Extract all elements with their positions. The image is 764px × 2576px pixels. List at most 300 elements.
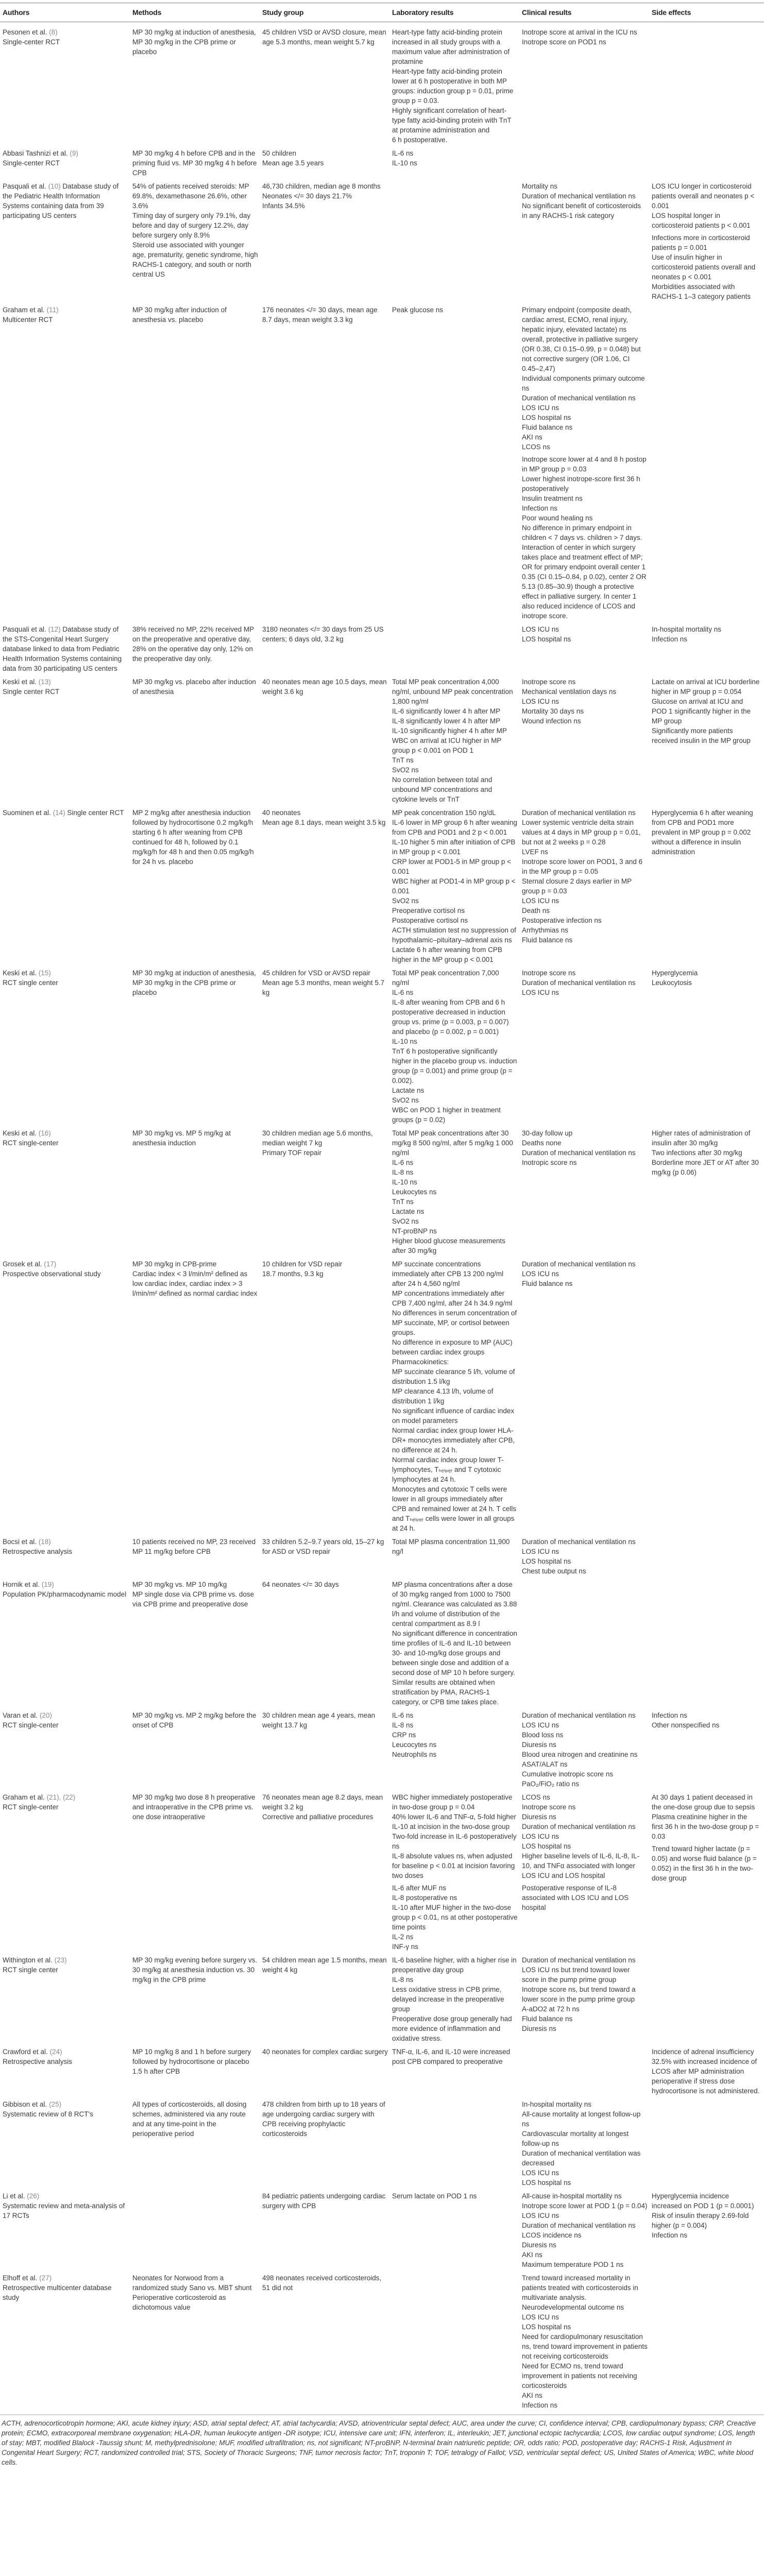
study-group-cell xyxy=(262,2273,392,2410)
clinical-results-cell xyxy=(522,148,652,178)
laboratory-results-cell xyxy=(392,1792,522,1952)
result-item: INF-γ ns xyxy=(392,1943,419,1951)
study-design: Multicenter RCT xyxy=(3,316,53,324)
result-item: IL-10 ns xyxy=(392,159,417,167)
clinical-results-cell xyxy=(522,1537,652,1576)
result-item: Trend toward higher lactate (p = 0.05) and worse fluid balance (p = 0.052) in the first 36 h in the two-dose group xyxy=(652,1845,757,1882)
result-item: LCOS ns xyxy=(522,443,550,451)
result-item: AKI ns xyxy=(522,433,542,441)
result-item: LOS ICU ns xyxy=(522,2212,559,2219)
result-item: LOS ICU ns xyxy=(522,1270,559,1278)
side-effects-cell xyxy=(652,1792,764,1952)
result-item: IL-8 ns xyxy=(392,1976,414,1984)
citation-reference: (17) xyxy=(44,1260,57,1268)
result-item: IL-6 after MUF ns xyxy=(392,1884,447,1892)
result-item: Significantly more patients received insulin in the MP group xyxy=(652,727,751,744)
author-name: Keski et al. xyxy=(3,969,37,977)
study-design: RCT single center xyxy=(3,979,58,987)
result-item: WBC on arrival at ICU higher in MP group p < 0.001 on POD 1 xyxy=(392,737,502,754)
result-item: 18.7 months, 9.3 kg xyxy=(262,1270,324,1278)
result-item: Inotrope score lower on POD1, 3 and 6 in the MP group p = 0.05 xyxy=(522,858,643,875)
citation-reference: (25) xyxy=(49,2100,62,2108)
result-item: No difference in exposure to MP (AUC) between cardiac index groups xyxy=(392,1338,513,1356)
authors-cell xyxy=(3,1580,132,1707)
methods-cell xyxy=(132,1955,262,2043)
result-item: LOS hospital ns xyxy=(522,2323,571,2331)
laboratory-results-cell xyxy=(392,2099,522,2188)
result-item: 6 h postoperative. xyxy=(392,136,448,144)
result-item: IL-8 absolute values ns, when adjusted for baseline p < 0.01 at incision favoring two doses xyxy=(392,1852,515,1879)
table-row xyxy=(0,301,764,621)
laboratory-results-cell xyxy=(392,1580,522,1707)
author-name: Abbasi Tashnizi et al. xyxy=(3,149,68,157)
authors-cell xyxy=(3,1128,132,1256)
side-effects-cell xyxy=(652,1259,764,1533)
study-group-cell xyxy=(262,1955,392,2043)
result-item: 3180 neonates </= 30 days from 25 US centers; 6 days old, 3.2 kg xyxy=(262,625,384,643)
result-item: Mean age 5.3 months, mean weight 5.7 kg xyxy=(262,979,385,996)
result-item: MP 30 mg/kg in CPB-prime xyxy=(132,1260,217,1268)
result-item: No difference in primary endpoint in children < 7 days vs. children > 7 days. xyxy=(522,524,642,541)
result-item: MP 30 mg/kg vs. placebo after induction of anesthesia xyxy=(132,678,256,696)
table-header xyxy=(0,4,764,21)
side-effects-cell xyxy=(652,1128,764,1256)
side-effects-cell xyxy=(652,1580,764,1707)
citation-reference: (21), (22) xyxy=(46,1793,76,1801)
result-item: Inotrope score ns xyxy=(522,1803,576,1811)
result-item: LOS ICU ns xyxy=(522,2313,559,2321)
result-item: Diuresis ns xyxy=(522,2025,556,2032)
authors-cell xyxy=(3,2099,132,2188)
result-item: Perioperative corticosteroid as dichotomous value xyxy=(132,2294,226,2311)
result-item: LOS hospital ns xyxy=(522,1557,571,1565)
citation-reference: (10) xyxy=(48,182,61,190)
table-row xyxy=(0,2043,764,2096)
methods-cell xyxy=(132,2273,262,2410)
result-item: SvO2 ns xyxy=(392,766,419,774)
result-item: Mortality 30 days ns xyxy=(522,707,584,715)
result-item: TnT 6 h postoperative significantly higher in the placebo group vs. induction group (p = 0.001) and prime group (p = 0.002). xyxy=(392,1047,517,1084)
result-item: IL-6 lower in MP group 6 h after weaning from CPB and POD1 and 2 p < 0.001 xyxy=(392,819,517,836)
methods-cell xyxy=(132,677,262,804)
clinical-results-cell xyxy=(522,1955,652,2043)
authors-cell xyxy=(3,968,132,1125)
result-item: Hyperglycemia xyxy=(652,969,698,977)
study-group-cell xyxy=(262,677,392,804)
result-item: Duration of mechanical ventilation ns xyxy=(522,1149,636,1157)
result-item: LOS hospital longer in corticosteroid patients p < 0.001 xyxy=(652,212,751,229)
laboratory-results-cell xyxy=(392,148,522,178)
result-item: IL-10 ns xyxy=(392,1038,417,1045)
result-item: Lactate 6 h after weaning from CPB higher in the MP group p < 0.001 xyxy=(392,946,502,963)
result-item: Inotropic score ns xyxy=(522,1159,577,1166)
result-item: Individual components primary outcome ns xyxy=(522,375,645,392)
result-item: LOS ICU ns but trend toward lower score in the pump prime group xyxy=(522,1966,630,1984)
methods-cell xyxy=(132,181,262,301)
authors-cell xyxy=(3,808,132,964)
study-design: Retrospective analysis xyxy=(3,1548,73,1555)
side-effects-cell xyxy=(652,27,764,145)
study-design: Systematic review and meta-analysis of 17 RCTs xyxy=(3,2202,125,2219)
result-item: MP 30 mg/kg two dose 8 h preoperative and intraoperative in the CPB prime vs. one dose intraoperative xyxy=(132,1793,256,1821)
result-item: Borderline more JET or AT after 30 mg/kg (p 0.06) xyxy=(652,1159,759,1176)
author-name: Keski et al. xyxy=(3,678,37,686)
result-item: LOS hospital ns xyxy=(522,1842,571,1850)
table-row xyxy=(0,1789,764,1952)
side-effects-cell xyxy=(652,808,764,964)
result-item: Diuresis ns xyxy=(522,1813,556,1821)
author-name: Li et al. xyxy=(3,2192,25,2200)
result-item: Preoperative dose group generally had more evidence of inflammation and oxidative stress. xyxy=(392,2015,512,2042)
authors-cell xyxy=(3,2191,132,2269)
result-item: WBC higher at POD1-4 in MP group p < 0.001 xyxy=(392,877,516,895)
result-item: MP succinate concentrations immediately after CPB 13 200 ng/ml after 24 h 4,560 ng/ml xyxy=(392,1260,504,1287)
result-item: Poor wound healing ns xyxy=(522,514,593,522)
result-item: Deaths none xyxy=(522,1139,562,1147)
study-design: Retrospective multicenter database study xyxy=(3,2284,112,2301)
table-body xyxy=(0,23,764,2410)
result-item: No significant difference in concentration time profiles of IL-6 and IL-10 between 30- and 10-mg/kg dose groups and between single dose and addition of a second dose of MP 10 h before surgery. Similar results are obtained when stratification by PMA, RACHS-1 category, or CPB time takes place. xyxy=(392,1630,517,1706)
result-item: Cardiovascular mortality at longest follow-up ns xyxy=(522,2130,629,2147)
result-item: IL-6 ns xyxy=(392,989,414,996)
result-item: Heart-type fatty acid-binding protein increased in all study groups with a maximum value after administration of protamine xyxy=(392,28,510,65)
result-item: Corrective and palliative procedures xyxy=(262,1813,373,1821)
result-item: 498 neonates received corticosteroids, 51 did not xyxy=(262,2274,382,2292)
result-item: 40 neonates mean age 10.5 days, mean weight 3.6 kg xyxy=(262,678,387,696)
result-item: Infection ns xyxy=(522,504,558,512)
clinical-results-cell xyxy=(522,27,652,145)
result-item: LOS ICU ns xyxy=(522,1721,559,1729)
result-item: MP 30 mg/kg vs. MP 5 mg/kg at anesthesia induction xyxy=(132,1129,231,1147)
study-design: Prospective observational study xyxy=(3,1270,101,1278)
result-item: No significant influence of cardiac index on model parameters xyxy=(392,1407,515,1425)
result-item: ACTH stimulation test no suppression of hypothalamic–pituitary–adrenal axis ns xyxy=(392,926,516,944)
result-item: All-cause mortality at longest follow-up ns xyxy=(522,2110,641,2128)
laboratory-results-cell xyxy=(392,1955,522,2043)
result-item: Leukocytosis xyxy=(652,979,692,987)
result-item: NT-proBNP ns xyxy=(392,1227,437,1235)
authors-cell xyxy=(3,27,132,145)
result-item: LCOS ns xyxy=(522,1793,550,1801)
table-row xyxy=(0,1707,764,1789)
result-item: Sternal closure 2 days earlier in MP group p = 0.03 xyxy=(522,877,632,895)
header-authors: Authors xyxy=(3,8,30,16)
result-item: No significant benefit of corticosteroids in any RACHS-1 risk category xyxy=(522,202,641,219)
result-item: Higher rates of administration of insulin after 30 mg/kg xyxy=(652,1129,751,1147)
result-item: Morbidities associated with RACHS-1 1–3 category patients xyxy=(652,283,751,300)
result-item: A-aDO2 at 72 h ns xyxy=(522,2005,580,2013)
result-item: Arrhythmias ns xyxy=(522,926,569,934)
authors-cell xyxy=(3,305,132,621)
methods-cell xyxy=(132,1580,262,1707)
result-item: IL-8 significantly lower 4 h after MP xyxy=(392,717,501,725)
result-item: Heart-type fatty acid-binding protein lower at 6 h postoperative in both MP groups: induction group p = 0.01, prime group p = 0.03. xyxy=(392,67,514,105)
result-item: Duration of mechanical ventilation ns xyxy=(522,2222,636,2229)
result-item: MP 30 mg/kg at induction of anesthesia, MP 30 mg/kg in the CPB prime or placebo xyxy=(132,28,256,56)
methods-cell xyxy=(132,624,262,673)
result-item: Primary TOF repair xyxy=(262,1149,322,1157)
result-item: Steroid use associated with younger age, prematurity, genetic syndrome, high RACHS-1 category, and south or north central US xyxy=(132,241,258,278)
result-item: MP concentrations immediately after CPB 7,400 ng/ml, after 24 h 34.9 ng/ml xyxy=(392,1290,513,1307)
result-item: 176 neonates </= 30 days, mean age 8.7 days, mean weight 3.3 kg xyxy=(262,306,378,324)
result-item: Leukocytes ns xyxy=(392,1188,437,1196)
author-name: Graham et al. xyxy=(3,306,45,314)
citation-reference: (11) xyxy=(46,306,59,314)
result-item: Inotrope score ns, but trend toward a lower score in the pump prime group xyxy=(522,1986,636,2003)
result-item: LOS ICU ns xyxy=(522,625,559,633)
result-item: Inotrope score ns xyxy=(522,678,576,686)
table-row xyxy=(0,621,764,673)
result-item: Leucocytes ns xyxy=(392,1741,437,1749)
methods-cell xyxy=(132,27,262,145)
result-item: Neonates for Norwood from a randomized study Sano vs. MBT shunt xyxy=(132,2274,252,2292)
study-design: RCT single-center xyxy=(3,1803,59,1811)
study-table xyxy=(0,2,764,2470)
methods-cell xyxy=(132,2099,262,2188)
result-item: 46,730 children, median age 8 months xyxy=(262,182,381,190)
citation-reference: (20) xyxy=(39,1711,52,1719)
result-item: LOS ICU ns xyxy=(522,1833,559,1840)
result-item: Total MP peak concentration 7,000 ng/ml xyxy=(392,969,499,987)
result-item: Higher blood glucose measurements after 30 mg/kg xyxy=(392,1237,505,1255)
side-effects-cell xyxy=(652,1955,764,2043)
study-group-cell xyxy=(262,1259,392,1533)
citation-reference: (23) xyxy=(54,1956,67,1964)
result-item: Preoperative cortisol ns xyxy=(392,907,465,914)
table-row xyxy=(0,964,764,1125)
side-effects-cell xyxy=(652,1710,764,1789)
result-item: In-hospital mortality ns xyxy=(522,2100,592,2108)
author-name: Gibbison et al. xyxy=(3,2100,47,2108)
result-item: 40 neonates for complex cardiac surgery xyxy=(262,2048,388,2056)
result-item: No correlation between total and unbound MP concentrations and cytokine levels or TnT xyxy=(392,776,493,803)
authors-cell xyxy=(3,1955,132,2043)
table-row xyxy=(0,673,764,804)
result-item: IL-6 significantly lower 4 h after MP xyxy=(392,707,501,715)
author-name: Crawford et al. xyxy=(3,2048,48,2056)
result-item: IL-6 ns xyxy=(392,1711,414,1719)
study-group-cell xyxy=(262,1537,392,1576)
result-item: IL-2 ns xyxy=(392,1933,414,1941)
result-item: 50 children xyxy=(262,149,297,157)
result-item: Blood loss ns xyxy=(522,1731,564,1739)
result-item: SvO2 ns xyxy=(392,1217,419,1225)
study-group-cell xyxy=(262,1792,392,1952)
laboratory-results-cell xyxy=(392,808,522,964)
table-row xyxy=(0,1952,764,2043)
side-effects-cell xyxy=(652,677,764,804)
result-item: Hyperglycemia 6 h after weaning from CPB and POD1 more prevalent in MP group p = 0.002 without a difference in insulin administration xyxy=(652,809,753,856)
citation-reference: (13) xyxy=(38,678,51,686)
result-item: Duration of mechanical ventilation was decreased xyxy=(522,2149,641,2167)
laboratory-results-cell xyxy=(392,2273,522,2410)
table-row xyxy=(0,145,764,178)
methods-cell xyxy=(132,968,262,1125)
side-effects-cell xyxy=(652,181,764,301)
result-item: Infection ns xyxy=(652,635,688,643)
result-item: Duration of mechanical ventilation ns xyxy=(522,1823,636,1831)
result-item: MP 30 mg/kg at induction of anesthesia, MP 30 mg/kg in the CPB prime or placebo xyxy=(132,969,256,996)
methods-cell xyxy=(132,2047,262,2096)
result-item: Peak glucose ns xyxy=(392,306,444,314)
result-item: Monocytes and cytotoxic T cells were lower in all groups immediately after CPB and remained lower at 24 h. T cells and Tₕₑₗₚₑᵣ cells were lower in all groups at 24 h. xyxy=(392,1485,517,1532)
result-item: IL-8 ns xyxy=(392,1168,414,1176)
clinical-results-cell xyxy=(522,1128,652,1256)
result-item: Cumulative inotropic score ns xyxy=(522,1770,614,1778)
study-design: RCT single-center xyxy=(3,1139,59,1147)
clinical-results-cell xyxy=(522,1710,652,1789)
result-item: LOS ICU ns xyxy=(522,989,559,996)
result-item: 478 children from birth up to 18 years of age undergoing cardiac surgery with CPB receiving prophylactic corticosteroids xyxy=(262,2100,385,2138)
author-name: Bocsi et al. xyxy=(3,1538,37,1546)
result-item: TnT ns xyxy=(392,1198,414,1206)
result-item: Neonates </= 30 days 21.7% xyxy=(262,192,352,200)
study-design: Single-center RCT xyxy=(3,159,60,167)
result-item: Cardiac index < 3 l/min/m² defined as low cardiac index, cardiac index > 3 l/min/m² defined as normal cardiac index xyxy=(132,1270,258,1297)
clinical-results-cell xyxy=(522,2191,652,2269)
clinical-results-cell xyxy=(522,1259,652,1533)
result-item: 38% received no MP, 22% received MP on the preoperative and operative day, 28% on the operative day only, 12% on the preoperative day only. xyxy=(132,625,254,663)
result-item: 30-day follow up xyxy=(522,1129,573,1137)
laboratory-results-cell xyxy=(392,27,522,145)
result-item: LCOS incidence ns xyxy=(522,2231,582,2239)
study-group-cell xyxy=(262,1580,392,1707)
result-item: IL-6 ns xyxy=(392,149,414,157)
result-item: Infection ns xyxy=(652,1711,688,1719)
result-item: LOS ICU ns xyxy=(522,2169,559,2177)
authors-cell xyxy=(3,1537,132,1576)
methods-cell xyxy=(132,2191,262,2269)
side-effects-cell xyxy=(652,1537,764,1576)
result-item: Mean age 8.1 days, mean weight 3.5 kg xyxy=(262,819,386,826)
result-item: 30 children mean age 4 years, mean weight 13.7 kg xyxy=(262,1711,376,1729)
study-group-cell xyxy=(262,148,392,178)
authors-cell xyxy=(3,1792,132,1952)
clinical-results-cell xyxy=(522,624,652,673)
result-item: AKI ns xyxy=(522,2392,542,2399)
side-effects-cell xyxy=(652,2191,764,2269)
result-item: IL-6 baseline higher, with a higher rise in preoperative day group xyxy=(392,1956,517,1974)
laboratory-results-cell xyxy=(392,1537,522,1576)
result-item: 10 patients received no MP, 23 received MP 11 mg/kg before CPB xyxy=(132,1538,256,1555)
study-design: RCT single-center xyxy=(3,1721,59,1729)
result-item: MP 2 mg/kg after anesthesia induction followed by hydrocortisone 0.2 mg/kg/h starting 6 h after weaning from CPB continued for 48 h, followed by 0.1 mg/kg/h for 48 h and then 0.05 mg/kg/h for 24 h vs. placebo xyxy=(132,809,254,866)
methods-cell xyxy=(132,1128,262,1256)
clinical-results-cell xyxy=(522,2099,652,2188)
header-side-effects: Side effects xyxy=(652,8,691,16)
result-item: LOS hospital ns xyxy=(522,414,571,421)
author-name: Pesonen et al. xyxy=(3,28,47,36)
result-item: Duration of mechanical ventilation ns xyxy=(522,979,636,987)
result-item: LOS hospital ns xyxy=(522,635,571,643)
result-item: Duration of mechanical ventilation ns xyxy=(522,192,636,200)
result-item: Trend toward increased mortality in patients treated with corticosteroids in multivariate analysis. xyxy=(522,2274,638,2301)
result-item: Duration of mechanical ventilation ns xyxy=(522,1956,636,1964)
result-item: Infections more in corticosteroid patients p = 0.001 xyxy=(652,234,750,251)
result-item: 45 children VSD or AVSD closure, mean age 5.3 months, mean weight 5.7 kg xyxy=(262,28,386,46)
laboratory-results-cell xyxy=(392,624,522,673)
result-item: Chest tube output ns xyxy=(522,1567,586,1575)
result-item: 64 neonates </= 30 days xyxy=(262,1581,339,1588)
result-item: Pharmacokinetics: xyxy=(392,1358,449,1366)
author-name: Hornik et al. xyxy=(3,1581,40,1588)
laboratory-results-cell xyxy=(392,1259,522,1533)
result-item: Inotrope score on POD1 ns xyxy=(522,38,606,46)
methods-cell xyxy=(132,1537,262,1576)
result-item: Total MP plasma concentration 11,900 ng/l xyxy=(392,1538,510,1555)
result-item: Two-fold increase in IL-6 postoperatively ns xyxy=(392,1833,517,1850)
clinical-results-cell xyxy=(522,677,652,804)
result-item: Highly significant correlation of heart-type fatty acid-binding protein with TnT at protamine administration and xyxy=(392,107,512,134)
study-design: Single center RCT xyxy=(3,688,60,696)
result-item: 45 children for VSD or AVSD repair xyxy=(262,969,370,977)
laboratory-results-cell xyxy=(392,305,522,621)
authors-cell xyxy=(3,2273,132,2410)
result-item: At 30 days 1 patient deceased in the one-dose group due to sepsis xyxy=(652,1793,755,1811)
authors-cell xyxy=(3,2047,132,2096)
table-row xyxy=(0,1125,764,1256)
result-item: Risk of insulin therapy 2.69-fold higher (p = 0.004) xyxy=(652,2212,749,2229)
clinical-results-cell xyxy=(522,1792,652,1952)
study-group-cell xyxy=(262,2099,392,2188)
result-item: LOS ICU longer in corticosteroid patients overall and neonates p < 0.001 xyxy=(652,182,755,210)
result-item: Fluid balance ns xyxy=(522,936,573,944)
side-effects-cell xyxy=(652,148,764,178)
study-group-cell xyxy=(262,305,392,621)
citation-reference: (15) xyxy=(38,969,51,977)
study-group-cell xyxy=(262,2191,392,2269)
result-item: Neurodevelopmental outcome ns xyxy=(522,2303,624,2311)
result-item: LOS ICU ns xyxy=(522,698,559,705)
authors-cell xyxy=(3,181,132,301)
result-item: Death ns xyxy=(522,907,550,914)
result-item: Fluid balance ns xyxy=(522,2015,573,2023)
laboratory-results-cell xyxy=(392,1710,522,1789)
methods-cell xyxy=(132,305,262,621)
result-item: Neutrophils ns xyxy=(392,1751,437,1758)
result-item: PaO₂/FiO₂ ratio ns xyxy=(522,1780,580,1788)
result-item: All types of corticosteroids, all dosing schemes, administered via any route and at any time-point in the perioperative period xyxy=(132,2100,247,2138)
result-item: 84 pediatric patients undergoing cardiac surgery with CPB xyxy=(262,2192,386,2210)
result-item: Duration of mechanical ventilation ns xyxy=(522,1260,636,1268)
result-item: AKI ns xyxy=(522,2251,542,2259)
citation-reference: (26) xyxy=(27,2192,40,2200)
author-name: Pasquali et al. xyxy=(3,182,46,190)
side-effects-cell xyxy=(652,2099,764,2188)
header-laboratory-results: Laboratory results xyxy=(392,8,454,16)
result-item: Two infections after 30 mg/kg xyxy=(652,1149,742,1157)
result-item: 40% lower IL-6 and TNF-α, 5-fold higher IL-10 at incision in the two-dose group xyxy=(392,1813,516,1831)
result-item: ASAT/ALAT ns xyxy=(522,1760,568,1768)
authors-cell xyxy=(3,148,132,178)
result-item: 54% of patients received steroids: MP 69.8%, dexamethasone 26.6%, other 3.6% xyxy=(132,182,249,210)
methods-cell xyxy=(132,148,262,178)
result-item: IL-10 after MUF higher in the two-dose group p < 0.01, ns at other postoperative time points xyxy=(392,1904,518,1931)
citation-reference: (9) xyxy=(70,149,78,157)
result-item: Lactate on arrival at ICU borderline higher in MP group p = 0.054 xyxy=(652,678,760,696)
side-effects-cell xyxy=(652,2273,764,2410)
result-item: Infection ns xyxy=(652,2231,688,2239)
laboratory-results-cell xyxy=(392,677,522,804)
clinical-results-cell xyxy=(522,1580,652,1707)
header-clinical-results: Clinical results xyxy=(522,8,572,16)
authors-cell xyxy=(3,1259,132,1533)
study-group-cell xyxy=(262,27,392,145)
clinical-results-cell xyxy=(522,2047,652,2096)
result-item: Postoperative response of IL-8 associated with LOS ICU and LOS hospital xyxy=(522,1884,629,1911)
study-design: Systematic review of 8 RCT's xyxy=(3,2110,93,2118)
result-item: Mean age 3.5 years xyxy=(262,159,324,167)
